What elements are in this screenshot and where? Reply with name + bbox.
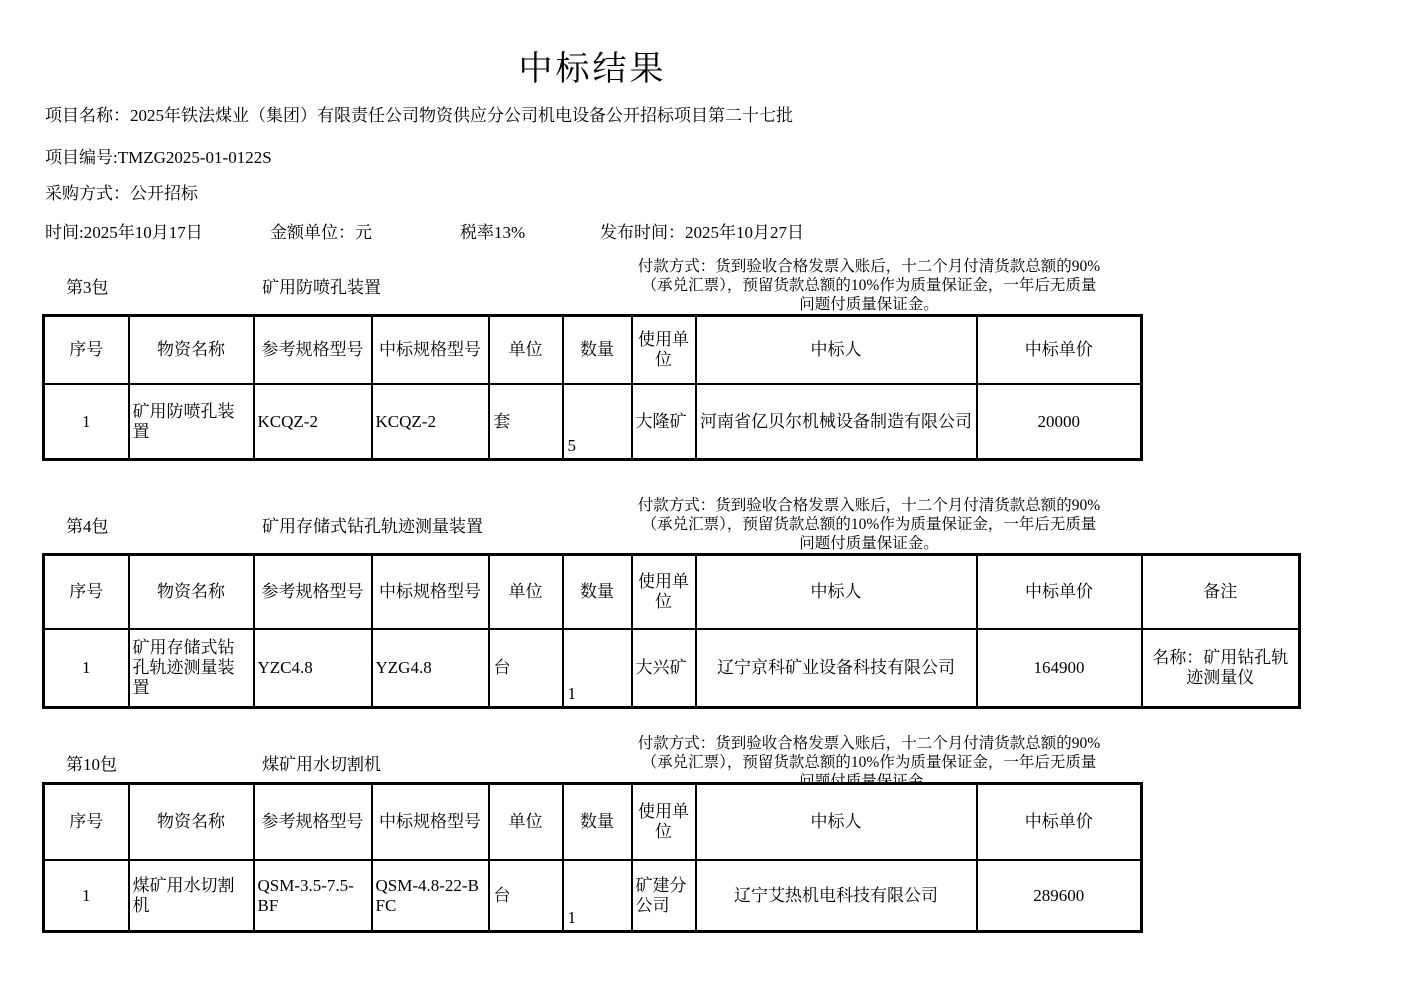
meta-time: 时间:2025年10月17日 — [45, 223, 203, 242]
cell-using-unit: 大兴矿 — [632, 629, 696, 708]
header-cell-unit: 单位 — [489, 784, 563, 861]
header-cell-quantity: 数量 — [563, 555, 632, 630]
bid-table-package-2 — [42, 553, 1301, 709]
payment-line: （承兑汇票），预留货款总额的10%作为质量保证金，一年后无质量 — [641, 516, 1097, 533]
cell-using-unit: 大隆矿 — [632, 384, 696, 460]
project-name: 项目名称：2025年铁法煤业（集团）有限责任公司物资供应分公司机电设备公开招标项目第二十七批 — [45, 106, 793, 125]
package-2-name: 矿用存储式钻孔轨迹测量装置 — [262, 517, 483, 536]
header-cell-seq: 序号 — [44, 784, 129, 861]
cell-unit: 台 — [489, 860, 563, 932]
package-1-name: 矿用防喷孔装置 — [262, 278, 381, 297]
header-cell-quantity: 数量 — [563, 784, 632, 861]
header-cell-unit-price: 中标单价 — [977, 555, 1142, 630]
payment-line: 付款方式：货到验收合格发票入账后，十二个月付清货款总额的90% — [637, 735, 1101, 752]
cell-winner: 河南省亿贝尔机械设备制造有限公司 — [696, 384, 977, 460]
header-cell-quantity: 数量 — [563, 316, 632, 385]
meta-publish-time: 发布时间：2025年10月27日 — [600, 223, 804, 242]
meta-amount-unit: 金额单位：元 — [270, 223, 372, 242]
header-cell-unit-price: 中标单价 — [977, 316, 1142, 385]
table-row — [44, 629, 1300, 708]
cell-winner: 辽宁京科矿业设备科技有限公司 — [696, 629, 977, 708]
table-row — [44, 384, 1142, 460]
payment-line: （承兑汇票），预留货款总额的10%作为质量保证金，一年后无质量 — [641, 277, 1097, 294]
header-cell-material-name: 物资名称 — [129, 784, 254, 861]
cell-unit: 套 — [489, 384, 563, 460]
header-cell-winner: 中标人 — [696, 555, 977, 630]
cell-remark: 名称：矿用钻孔轨迹测量仪 — [1142, 629, 1300, 708]
package-1-number: 第3包 — [66, 278, 109, 297]
procurement-method: 采购方式：公开招标 — [45, 184, 198, 203]
payment-line: 付款方式：货到验收合格发票入账后，十二个月付清货款总额的90% — [637, 497, 1101, 514]
package-2-payment-terms — [619, 496, 1119, 553]
header-cell-using-unit: 使用单位 — [632, 784, 696, 861]
package-1-header — [45, 257, 1137, 314]
meta-row — [45, 223, 1403, 242]
cell-unit-price: 164900 — [977, 629, 1142, 708]
header-cell-using-unit: 使用单位 — [632, 555, 696, 630]
payment-line: 付款方式：货到验收合格发票入账后，十二个月付清货款总额的90% — [637, 258, 1101, 275]
cell-awarded-spec: YZG4.8 — [372, 629, 489, 708]
cell-using-unit: 矿建分公司 — [632, 860, 696, 932]
package-3-number: 第10包 — [66, 755, 117, 774]
cell-ref-spec: YZC4.8 — [254, 629, 372, 708]
cell-ref-spec: QSM-3.5-7.5-BF — [254, 860, 372, 932]
cell-ref-spec: KCQZ-2 — [254, 384, 372, 460]
table-header-row — [44, 784, 1142, 861]
cell-unit-price: 20000 — [977, 384, 1142, 460]
header-cell-awarded-spec: 中标规格型号 — [372, 555, 489, 630]
cell-seq: 1 — [44, 384, 129, 460]
cell-unit: 台 — [489, 629, 563, 708]
cell-material-name: 矿用存储式钻孔轨迹测量装置 — [129, 629, 254, 708]
package-3-name: 煤矿用水切割机 — [262, 755, 381, 774]
cell-winner: 辽宁艾热机电科技有限公司 — [696, 860, 977, 932]
payment-line: 问题付质量保证金。 — [799, 296, 939, 313]
cell-awarded-spec: KCQZ-2 — [372, 384, 489, 460]
header-cell-unit: 单位 — [489, 316, 563, 385]
header-cell-material-name: 物资名称 — [129, 316, 254, 385]
table-header-row — [44, 555, 1300, 630]
header-cell-awarded-spec: 中标规格型号 — [372, 784, 489, 861]
bid-table-package-1 — [42, 314, 1143, 461]
package-2-header — [45, 496, 1137, 553]
cell-unit-price: 289600 — [977, 860, 1142, 932]
header-cell-ref-spec: 参考规格型号 — [254, 555, 372, 630]
cell-awarded-spec: QSM-4.8-22-BFC — [372, 860, 489, 932]
header-cell-ref-spec: 参考规格型号 — [254, 784, 372, 861]
page-title: 中标结果 — [518, 51, 667, 88]
project-code: 项目编号:TMZG2025-01-0122S — [45, 148, 272, 167]
header-cell-seq: 序号 — [44, 555, 129, 630]
bid-table-package-3 — [42, 782, 1143, 933]
table-header-row — [44, 316, 1142, 385]
table-row — [44, 860, 1142, 932]
header-cell-using-unit: 使用单位 — [632, 316, 696, 385]
header-cell-material-name: 物资名称 — [129, 555, 254, 630]
header-cell-unit: 单位 — [489, 555, 563, 630]
package-1-payment-terms — [619, 257, 1119, 314]
payment-line: 问题付质量保证金。 — [799, 535, 939, 552]
header-cell-awarded-spec: 中标规格型号 — [372, 316, 489, 385]
meta-tax-rate: 税率13% — [460, 223, 526, 242]
cell-seq: 1 — [44, 629, 129, 708]
header-cell-seq: 序号 — [44, 316, 129, 385]
header-cell-winner: 中标人 — [696, 784, 977, 861]
payment-line: （承兑汇票），预留货款总额的10%作为质量保证金，一年后无质量 — [641, 754, 1097, 771]
header-cell-winner: 中标人 — [696, 316, 977, 385]
package-2-number: 第4包 — [66, 517, 109, 536]
header-cell-remark: 备注 — [1142, 555, 1300, 630]
header-cell-unit-price: 中标单价 — [977, 784, 1142, 861]
header-cell-ref-spec: 参考规格型号 — [254, 316, 372, 385]
cell-material-name: 矿用防喷孔装置 — [129, 384, 254, 460]
cell-quantity: 5 — [563, 384, 632, 460]
cell-quantity: 1 — [563, 860, 632, 932]
cell-quantity: 1 — [563, 629, 632, 708]
cell-material-name: 煤矿用水切割机 — [129, 860, 254, 932]
cell-seq: 1 — [44, 860, 129, 932]
